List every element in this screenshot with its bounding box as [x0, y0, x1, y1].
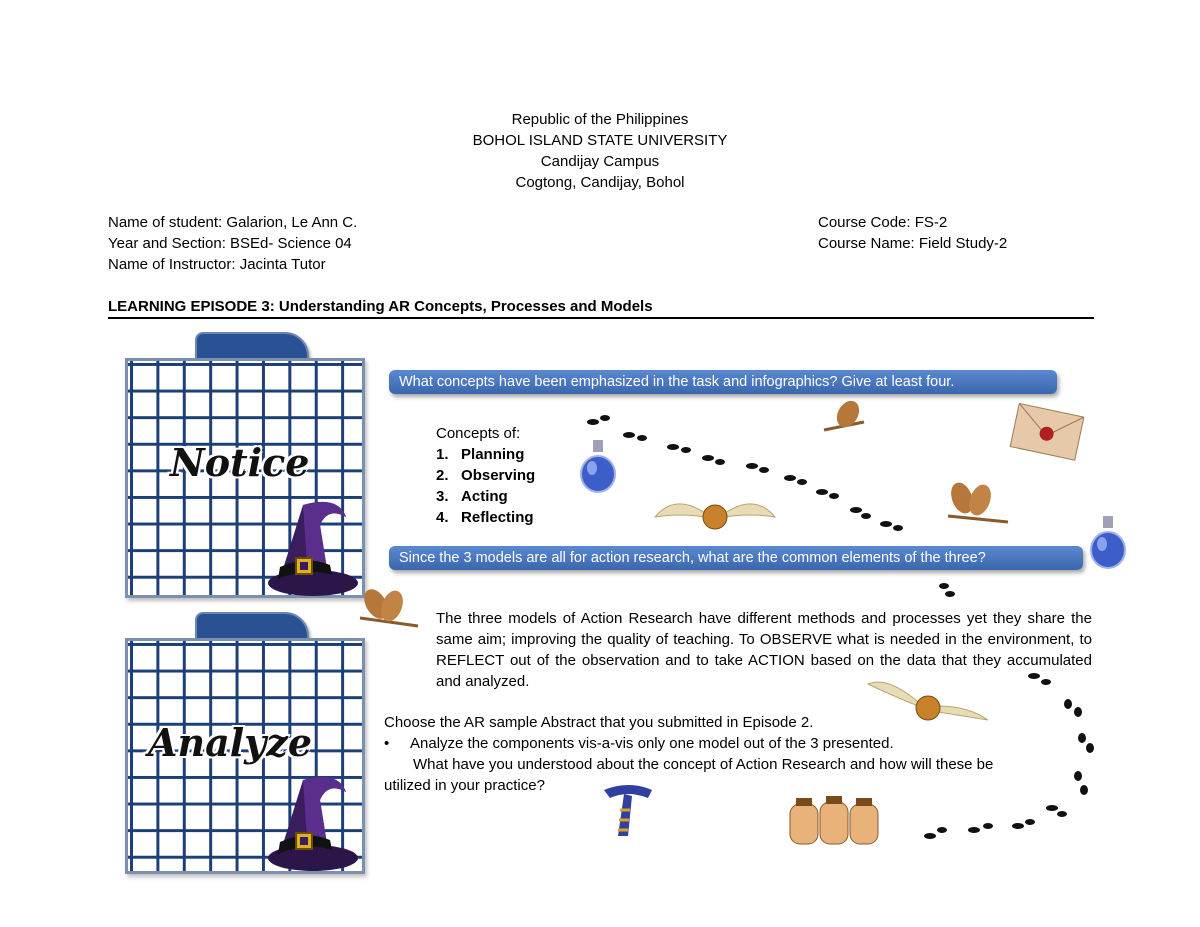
envelope-icon: [1008, 402, 1088, 462]
task-intro: Choose the AR sample Abstract that you submitted in Episode 2.: [384, 714, 814, 731]
concept-item: 2. Observing: [436, 467, 536, 484]
jars-icon: [786, 792, 886, 848]
golden-snitch-icon: [655, 493, 775, 533]
instructor-name: Name of Instructor: Jacinta Tutor: [108, 256, 326, 273]
task-question-line1: What have you understood about the concept of Action Research and how will these be: [413, 756, 994, 773]
year-section: Year and Section: BSEd- Science 04: [108, 235, 352, 252]
task-question-line2: utilized in your practice?: [384, 777, 545, 794]
scarf-icon: [598, 780, 658, 840]
concept-item: 4. Reflecting: [436, 509, 534, 526]
header-address: Cogtong, Candijay, Bohol: [515, 174, 685, 191]
task-bullet: • Analyze the components vis-a-vis only one model out of the 3 presented.: [384, 735, 894, 752]
concepts-list: [436, 423, 535, 528]
header-university: BOHOL ISLAND STATE UNIVERSITY: [472, 132, 728, 149]
header-republic: Republic of the Philippines: [511, 111, 689, 128]
analyze-label: Analyze: [148, 720, 313, 765]
wizard-hat-icon: [268, 495, 358, 605]
winged-key-icon: [814, 400, 874, 440]
winged-key-icon: [938, 480, 1018, 530]
notice-label: Notice: [170, 440, 310, 485]
golden-snitch-icon: [868, 676, 988, 726]
header-campus: Candijay Campus: [540, 153, 660, 170]
potion-bottle-icon: [578, 438, 618, 494]
episode-title: LEARNING EPISODE 3: Understanding AR Concepts, Processes and Models: [108, 298, 1094, 319]
answer-paragraph: The three models of Action Research have different methods and processes yet they share the same aim; improving the quality of teaching. To OBSERVE what is needed in the environment, to REFLECT out of the observation and to take ACTION based on the data that they accumulated and analyzed.: [436, 610, 1092, 690]
student-name: Name of student: Galarion, Le Ann C.: [108, 214, 358, 231]
concept-item: 1. Planning: [436, 446, 525, 463]
concept-item: 3. Acting: [436, 488, 508, 505]
potion-bottle-icon: [1088, 514, 1128, 570]
course-name: Course Name: Field Study-2: [818, 235, 1008, 252]
question-2-bar: Since the 3 models are all for action research, what are the common elements of the three?: [389, 546, 1083, 570]
winged-key-icon: [354, 588, 424, 638]
wizard-hat-icon: [268, 770, 358, 880]
question-1-bar: What concepts have been emphasized in the task and infographics? Give at least four.: [389, 370, 1057, 394]
concepts-heading: Concepts of:: [436, 425, 521, 442]
course-code: Course Code: FS-2: [818, 214, 948, 231]
